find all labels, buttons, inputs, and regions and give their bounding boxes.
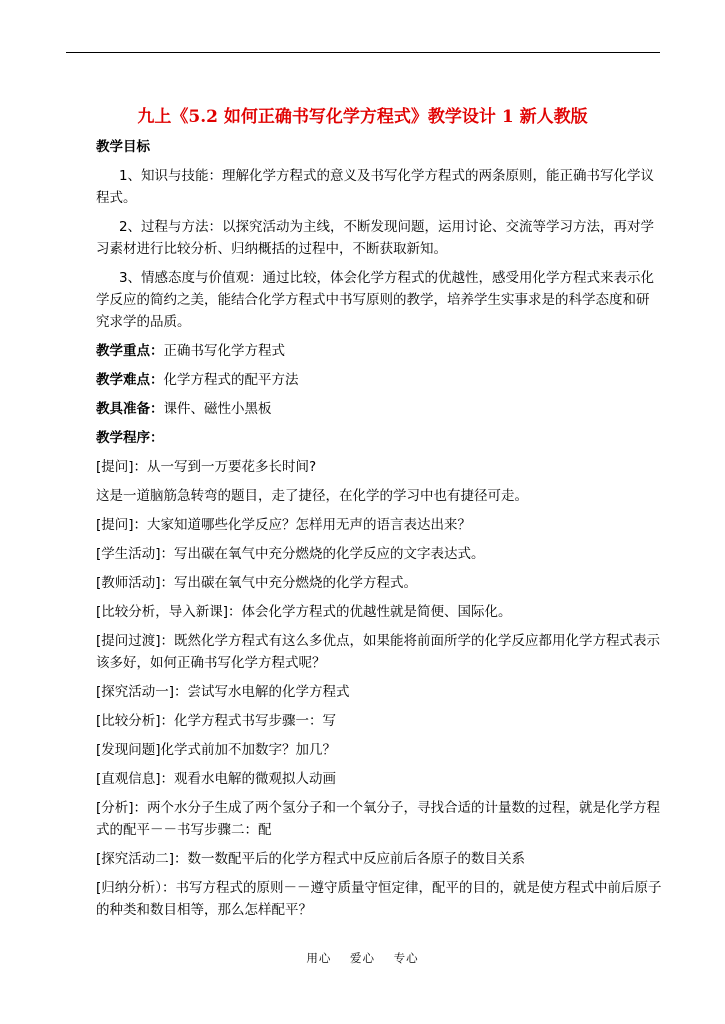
page-footer: 用心 爱心 专心 <box>306 951 419 965</box>
document-body <box>96 136 662 928</box>
key-point-text: 正确书写化学方程式 <box>163 343 285 359</box>
step-inquiry-2: [探究活动二]：数一数配平后的化学方程式中反应前后各原子的数目关系 <box>96 851 526 867</box>
step-analysis: [分析]：两个水分子生成了两个氢分子和一个氧分子，寻找合适的计量数的过程，就是化学方程式的配平－－书写步骤二：配 <box>96 800 661 838</box>
step-riddle: 这是一道脑筋急转弯的题目，走了捷径，在化学的学习中也有捷径可走。 <box>96 488 528 504</box>
document-title: 九上《5.2 如何正确书写化学方程式》教学设计 1 新人教版 <box>137 107 588 127</box>
step-question-2: [提问]：大家知道哪些化学反应？怎样用无声的语言表达出来？ <box>96 517 472 533</box>
step-student-activity: [学生活动]：写出碳在氧气中充分燃烧的化学反应的文字表达式。 <box>96 546 485 562</box>
goal-attitude: 3、情感态度与价值观：通过比较，体会化学方程式的优越性，感受用化学方程式来表示化学反应的简约之美，能结合化学方程式中书写原则的教学，培养学生实事求是的科学态度和研究求学的品质。 <box>96 270 655 330</box>
materials-line <box>96 398 662 420</box>
difficulty-text: 化学方程式的配平方法 <box>163 372 299 388</box>
goal-process: 2、过程与方法：以探究活动为主线，不断发现问题，运用讨论、交流等学习方法，再对学习素材进行比较分析、归纳概括的过程中，不断获取新知。 <box>96 219 655 257</box>
step-inquiry-1: [探究活动一]：尝试写水电解的化学方程式 <box>96 684 350 700</box>
key-point-label: 教学重点： <box>96 343 164 359</box>
difficulty-label: 教学难点： <box>96 372 164 388</box>
step-teacher-activity: [教师活动]：写出碳在氧气中充分燃烧的化学方程式。 <box>96 575 418 591</box>
procedure-heading: 教学程序： <box>96 430 164 446</box>
step-compare-analysis: [比较分析]：化学方程式书写步骤一：写 <box>96 713 337 729</box>
header-rule <box>66 52 660 53</box>
difficulty-line <box>96 369 662 391</box>
step-compare-intro: [比较分析，导入新课]：体会化学方程式的优越性就是简便、国际化。 <box>96 604 512 620</box>
materials-text: 课件、磁性小黑板 <box>163 401 272 417</box>
key-point-line <box>96 340 662 362</box>
step-summary: [归纳分析）：书写方程式的原则－－遵守质量守恒定律，配平的目的，就是使方程式中前后原子的种类和数目相等，那么怎样配平？ <box>96 880 662 918</box>
step-question-1: [提问]：从一写到一万要花多长时间? <box>96 459 317 475</box>
step-find-problem: [发现问题]化学式前加不加数字？加几？ <box>96 742 337 758</box>
materials-label: 教具准备： <box>96 401 164 417</box>
goal-knowledge: 1、知识与技能：理解化学方程式的意义及书写化学方程式的两条原则，能正确书写化学议程式。 <box>96 168 655 206</box>
step-visual-info: [直观信息]：观看水电解的微观拟人动画 <box>96 771 337 787</box>
goals-heading: 教学目标 <box>96 139 150 155</box>
step-transition: [提问过渡]：既然化学方程式有这么多优点，如果能将前面所学的化学反应都用化学方程式表示该多好，如何正确书写化学方程式呢？ <box>96 633 661 671</box>
